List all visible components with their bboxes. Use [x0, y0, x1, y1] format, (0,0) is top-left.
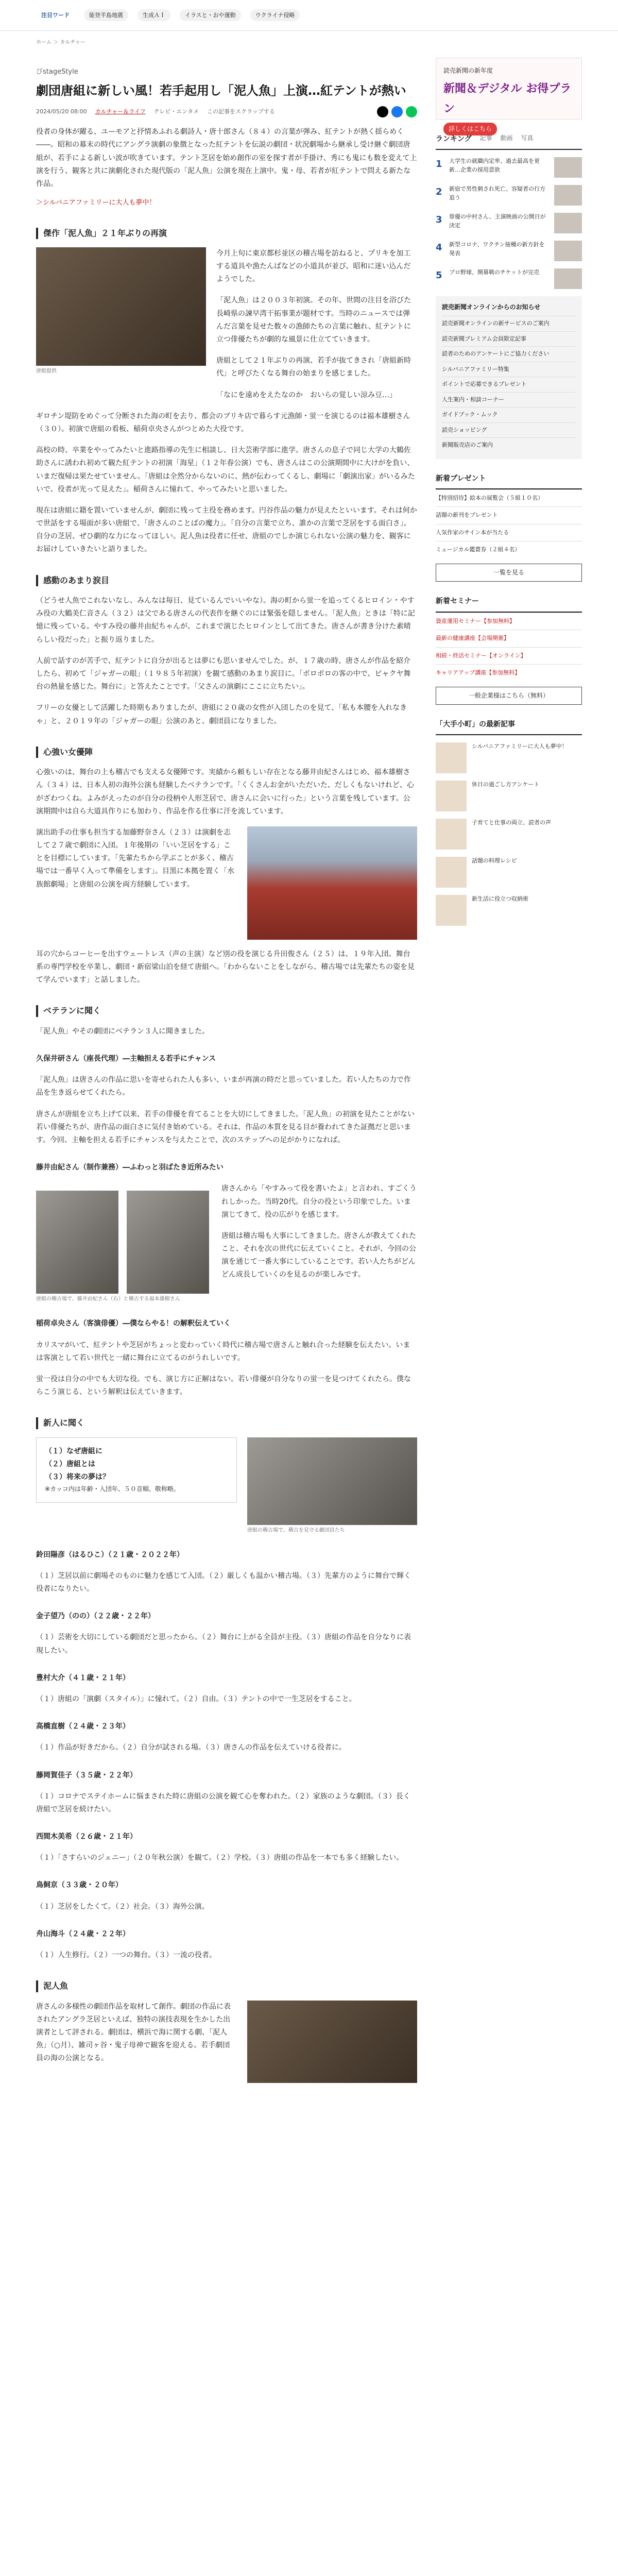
seminar-business-button[interactable]: 一般企業様はこちら（無料）	[436, 687, 582, 705]
body-paragraph: （１）作品が好きだから。（２）自分が試される場。（３）唐さんの作品を伝えていける役者に。	[36, 1743, 346, 1752]
newcomers-photo	[247, 1437, 417, 1525]
questions-box	[36, 1437, 237, 1503]
ranking-item[interactable]	[436, 268, 582, 289]
ranking-thumbnail	[554, 213, 582, 233]
topbar-tag[interactable]: イラスと・おや運動	[180, 9, 241, 22]
notice-item[interactable]: 読売ショッピング	[442, 422, 576, 438]
question-item: （２）唐組とは	[45, 1460, 95, 1468]
related-link[interactable]: ＞シルバニアファミリーに大人も夢中！	[36, 199, 156, 207]
present-item[interactable]: 話題の新刊をプレゼント	[436, 506, 582, 524]
body-paragraph: 耳の穴からコーヒーを出すウェートレス（声の主演）など別の役を演じる升田俊さん（２５）は、１９年入団。舞台系の専門学校を卒業し、劇団・新宿梁山泊を経て唐組へ。「わからないことをしながら、稽古場では先輩たちの姿を見て学んでいます」と話しました。	[36, 950, 415, 985]
line-share-icon[interactable]	[406, 106, 417, 117]
present-item[interactable]: ミュージカル鑑賞券（２組４名）	[436, 541, 582, 558]
cartoon-item[interactable]	[436, 819, 582, 850]
notice-item[interactable]: ポイントで応募できるプレゼント	[442, 377, 576, 392]
seminar-link[interactable]: 相続・終活セミナー【オンライン】	[436, 652, 526, 659]
cartoon-item[interactable]	[436, 857, 582, 888]
cartoon-thumbnail	[436, 819, 467, 850]
cartoon-item[interactable]	[436, 742, 582, 773]
seminar-link[interactable]: 最新の健康講座【会場開催】	[436, 635, 509, 642]
x-share-icon[interactable]	[377, 106, 388, 117]
topbar	[0, 0, 618, 31]
body-paragraph: （どうせ人魚でこれないなし、みんなは毎日、見ているんでいいやな）。海の町から蛍一を追ってくるヒロイン・やすみ役の大鶴美仁音さん（３２）は父である唐さんの代表作を継ぐのには緊張を隠しません。「泥人魚」ときは「特に記憶に残っている。やすみ役の藤井由紀ちゃんが、これまで演じたヒロインとして出てきた。唐さんが書き分けた素晴らしい役だった」と振り返りました。	[36, 597, 415, 644]
body-paragraph: 唐組は稽古場も大事にしてきました。唐さんが教えてくれたこと、それを次の世代に伝えていくこと。それが、今回の公演を通じて一番大事にしていることです。若い人たちがどんどん成長していくのを見るのが楽しみです。	[221, 1231, 416, 1279]
category-link[interactable]: テレビ・エンタメ	[153, 108, 199, 115]
sidebar	[436, 47, 582, 2083]
pr-headline: 新聞＆デジタル お得プラン	[443, 82, 572, 116]
seminar-item[interactable]	[436, 613, 582, 630]
section-heading: 傑作「泥人魚」２１年ぶりの再演	[36, 228, 417, 239]
seminar-link[interactable]: キャリアアップ講座【参加無料】	[436, 669, 521, 676]
facebook-share-icon[interactable]	[391, 106, 403, 117]
cartoon-thumbnail	[436, 781, 467, 811]
seminar-item[interactable]	[436, 630, 582, 647]
ranking-item-title: 大学生の就職内定率、過去最高を更新…企業の採用意欲	[449, 158, 540, 173]
present-item[interactable]: 【特別招待】絵本の展覧会（５組１０名）	[436, 489, 582, 507]
body-paragraph: （１）芸術を大切にしている劇団だと思ったから。（２）舞台に上がる全員が主役。（３）唐組の作品を自分なりに表現したい。	[36, 1633, 411, 1655]
photo-caption: 唐組の稽古場で、稽古を見守る劇団員たち	[247, 1527, 345, 1533]
body-paragraph: カリスマがいて、紅テントや芝居がちょっと変わっていく時代に稽古場で唐さんと触れ合った経験を伝えたい。いまは客演として若い世代と一緒に舞台に立てるのがうれしいです。	[36, 1341, 410, 1362]
body-paragraph: （１）芝居以前に劇場そのものに魅力を感じて入団。（２）厳しくも温かい稽古場。（３）先輩方のように舞台で輝く役者になりたい。	[36, 1571, 411, 1594]
notice-item[interactable]: 人生案内・相談コーナー	[442, 392, 576, 408]
breadcrumb[interactable]: ホーム ＞ カルチャー	[36, 40, 86, 45]
rank-number: 2	[436, 187, 442, 198]
ranking-item-title: 俳優の中村さん、主演映画の公開日が決定	[449, 213, 546, 229]
body-paragraph: 今月上旬に東京都杉並区の稽古場を訪ねると、プリキを加工する道具や漁たんぱなどの小道具が並び、昭和に迷い込んだようでした。	[216, 249, 411, 284]
lead-paragraph: 役者の身体が躍る、ユーモアと抒情あふれる劇詩人・唐十郎さん（８４）の言葉が弾み、紅テントが熱く揺らめく――。昭和の幕末の時代にアングラ演劇の象徴となった紅テントを伝説の劇団・状況劇場から継承し受け継ぐ劇団唐組が、若手による新しい波が吹きています。テント芝居を始め創作の室を探す者が手掛け、秀にも鬼にも数を変えて上演を行う、観客と共に演劇化された現代版の「泥人魚」公演を現在上演中。鬼・母、若者が紅テントで問える新たな作品。	[36, 128, 417, 188]
newcomer-heading: 舟山海斗（２４歳・２２年）	[36, 1929, 130, 1938]
cartoon-item-title: シルバニアファミリーに大人も夢中！	[472, 743, 568, 750]
newcomer-heading: 鈴田陽彦（はるひこ）（２１歳・２０２２年）	[36, 1550, 184, 1559]
pr-label: 読売新聞の新年度	[443, 67, 493, 74]
body-paragraph: （１）人生修行。（２）一つの舞台。（３）一流の役者。	[36, 1951, 216, 1960]
cartoon-item-title: 休日の過ごし方アンケート	[472, 781, 540, 788]
notice-item[interactable]: 読売新聞オンラインの新サービスのご案内	[442, 316, 576, 331]
notice-box	[436, 296, 582, 459]
question-item: （１）なぜ唐組に	[45, 1447, 102, 1455]
body-paragraph: 「泥人魚」は唐さんの作品に思いを寄せられた人も多い、いまが再演の時だと思っていました。若い人たちの力で作品を生き返らせてくれたら。	[36, 1076, 411, 1097]
notice-item[interactable]: 新聞販売店のご案内	[442, 437, 576, 453]
seminar-link[interactable]: 資産運用セミナー【参加無料】	[436, 617, 515, 624]
body-paragraph: 「泥人魚」は２００３年初演。その年、世間の注目を浴びた長崎県の諫早湾干拓事業が題材です。当時のニュースでは弾んだ言葉を見せた数々の漁師たちの言葉に触れ、紅テントに立つ俳優たちが劇的な風景に仕立てていきます。	[216, 296, 411, 344]
cast-photo	[36, 247, 206, 366]
body-paragraph: 現在は唐組に籍を置いていませんが、劇団に残って主役を務めます。円谷作品の魅力が見えたといいます。それは何かで世話をする場面が多い唐組で、「唐さんのことばの魔力」。「自分の言葉で立ち、誰かの言葉で芝居をする面白さ」。自分の芝居、ぜひ劇的な力になってほしい。泥人魚は役者に任せ、唐組のでしか演じられない公演の魅力を、観客にお届けしていきたいと語りました。	[36, 506, 417, 554]
cartoon-thumbnail	[436, 857, 467, 888]
newcomer-heading: 西間木美希（２６歳・２１年）	[36, 1833, 137, 1841]
body-paragraph: 蛍一役は自分の中でも大切な役。でも、演じ方に正解はない。若い俳優が自分なりの蛍一を見つけてくれたら。僕ならこう演じる、という解釈は伝えていきます。	[36, 1375, 411, 1397]
ranking-tab[interactable]: 記事	[479, 134, 492, 142]
ranking-item[interactable]	[436, 157, 582, 178]
person-heading: 稲荷卓央さん（客演俳優）―僕ならやる！の解釈伝えていく	[36, 1319, 231, 1328]
body-paragraph: （１）コロナでステイホームに悩まされた時に唐組の公演を観て心を奪われた。（２）家族のような劇団。（３）長く唐組で芝居を続けたい。	[36, 1792, 410, 1814]
ranking-title: ランキング	[436, 135, 472, 143]
body-paragraph: 唐さんが唐組を立ち上げて以来、若手の俳優を育てることを大切にしてきました。「泥人魚」の初演を見たことがない若い俳優たちが、唐作品の面白さに気付き始めている。それは、作品の本質を見る目が養われてきた証拠だと思います。今回、主軸を担える若手にチャンスを与えたことで、次のステップへの足がかりになれば。	[36, 1110, 415, 1144]
photo-caption: 唐組の稽古場で、藤井由紀さん（右）と稽古する福本雄樹さん	[36, 1296, 180, 1302]
quote-paragraph: 「なにを遠めをえたなのか おいらの覚しい涼み豆…」	[216, 391, 397, 399]
topbar-tag[interactable]: 生成ＡＩ	[138, 9, 170, 22]
present-item[interactable]: 人気作家のサイン本が当たる	[436, 524, 582, 541]
rank-number: 4	[436, 242, 442, 253]
publish-date: 2024/05/20 08:00	[36, 108, 87, 115]
section-heading: 心強い女優陣	[36, 747, 417, 758]
ranking-item[interactable]	[436, 241, 582, 261]
notice-title: 読売新聞オンラインからのお知らせ	[442, 303, 541, 311]
body-paragraph: 唐組として２１年ぶりの再演、若手が抜てきされ「唐組新時代」と呼びたくなる舞台の始まりを感じました。	[216, 357, 411, 378]
ranking-thumbnail	[554, 268, 582, 289]
page-title: 劇団唐組に新しい風！若手起用し「泥人魚」上演…紅テントが熱い	[36, 83, 406, 98]
article-main	[36, 47, 417, 2083]
ranking-thumbnail	[554, 241, 582, 261]
body-paragraph: （１）唐組の「演劇（スタイル）」に憧れて。（２）自由。（３）テントの中で一生芝居をすること。	[36, 1694, 356, 1703]
ranking-item[interactable]	[436, 213, 582, 233]
body-paragraph: 高校の時、卒業をやってみたいと進路指導の先生に相談し、日大芸術学部に進学。唐さんの息子で同じ大学の大鶴佐助さんに誘われ初めて観た紅テントの初演「海星」（１２年春公演）でも、唐さんはこの公演期間中に大けがを負い、いまだ復帰は果たせていません。「唐組は全然分からないのに、熱が伝わってくるし、劇場に「劇演出家」がいるみたいで、役者が光って見えた」。稲荷さんに憧れて、やってみたいと思いました。	[36, 446, 415, 494]
cartoon-thumbnail	[436, 895, 467, 926]
cartoon-item-title: 子育てと仕事の両立、読者の声	[472, 819, 551, 826]
topbar-tag[interactable]: 能登半島地震	[84, 9, 128, 22]
cartoon-thumbnail	[436, 742, 467, 773]
notice-item[interactable]: 読売新聞プレミアム会員限定記事	[442, 331, 576, 347]
notice-item[interactable]: ガイドブック・ムック	[442, 407, 576, 422]
ranking-tab[interactable]: 動画	[500, 134, 513, 142]
section-heading: 泥人魚	[36, 1980, 417, 1992]
cartoon-item[interactable]	[436, 781, 582, 811]
ranking-header	[436, 133, 582, 150]
body-paragraph: フリーの女優として活躍した時期もありましたが、唐組に２０歳の女性が入団したのを見て、「私も本腰を入れなきゃ」と、２０１９年の「ジャガーの眼」公演のあと、劇団員になりました。	[36, 704, 407, 725]
rank-number: 3	[436, 214, 442, 226]
section-intro: 「泥人魚」やその劇団にベテラン３人に聞きました。	[36, 1027, 209, 1036]
section-heading: ベテランに聞く	[36, 1005, 417, 1016]
rank-number: 1	[436, 159, 442, 170]
seminar-item[interactable]	[436, 647, 582, 665]
cartoon-item-title: 話題の料理レシピ	[472, 857, 517, 865]
rehearsal-photo	[36, 1191, 118, 1294]
author-link[interactable]: カルチャー＆ライフ	[95, 108, 146, 115]
newcomer-heading: 鳥飼京（３３歳・２０年）	[36, 1881, 123, 1890]
ranking-item[interactable]	[436, 185, 582, 206]
person-heading: 久保井研さん（座長代理）―主軸担える若手にチャンス	[36, 1055, 216, 1063]
section-heading: 感動のあまり涙目	[36, 575, 417, 586]
ranking-item-title: 新宿で男性刺され死亡、容疑者の行方追う	[449, 185, 545, 201]
body-paragraph: 心強いのは、舞台の上も稽古でも支える女優陣です。実績から頼もしい存在となる藤井由紀さんはじめ、福本雄樹さん（３４）は、日本人初の海外公演も経験したベテランです。「くくさんお金がいただいた、だしくもないけれど、心がざわつくね。よみがえったのが自分の役柄や人形芝居で、唐さんに会いに行った」という言葉を残しています。公演期間中は自ら大道具作りにも加わり、作品を作る仕事に汗を流しています。	[36, 768, 414, 816]
cartoon-item-title: 新生活に役立つ収納術	[472, 895, 528, 903]
newcomer-heading: 藤岡賀佳子（３５歳・２２年）	[36, 1771, 137, 1780]
question-item: （３）将来の夢は？	[45, 1473, 110, 1482]
body-paragraph: 人前で話すのが苦手で、紅テントに自分が出るとは夢にも思いませんでした。が、１７歳の時、唐さんが作品を紹介したら、初めて「ジャガーの眼」（１９８５年初演）を観て感動のあまり涙目に。「ボロボロの客の中で、ビャクヤ舞台の熱量を感じた。舞台に」と答えたことです。「父さんの演劇にここに立ちたい」。	[36, 656, 411, 691]
seminar-item[interactable]	[436, 664, 582, 682]
body-paragraph: （１）「さすらいのジェニー」（２０年秋公演）を観て。（２）学校。（３）唐組の作品を一本でも多く経験したい。	[36, 1854, 404, 1862]
ranking-tab[interactable]: 写真	[521, 134, 534, 142]
present-list-button[interactable]: 一覧を見る	[436, 564, 582, 582]
article-meta	[36, 106, 417, 117]
body-paragraph: 演出助手の仕事も担当する加藤野奈さん（２３）は演劇を志して２７歳で劇団に入団。１年後期の「いい芝居をする」ことを目標にしています。「先輩たちから学ぶことが多く、稽古場では一番早く入って準備をします」。目黒に本拠を置く「水族館劇場」と唐組の公演を両方経験しています。	[36, 828, 234, 889]
notice-item[interactable]: シルバニアファミリー特集	[442, 362, 576, 377]
body-paragraph: 唐さんから「やすみって役を書いたよ」と言われ、すごくうれしかった。当時20代。自分の役という印象でした。いま演じてきて、役の広がりを感じます。	[221, 1184, 417, 1219]
scrap-button[interactable]: この記事をスクラップする	[207, 108, 275, 115]
ranking-thumbnail	[554, 157, 582, 178]
cartoon-title: 「大手小町」の最新記事	[436, 718, 582, 735]
person-heading: 藤井由紀さん（制作兼務）―ふわっと羽ばたき近所みたい	[36, 1163, 224, 1172]
rank-number: 5	[436, 270, 442, 281]
newcomer-heading: 豊村大介（４１歳・２１年）	[36, 1673, 130, 1682]
section-heading: 新人に聞く	[36, 1417, 417, 1429]
body-paragraph: （１）芝居をしたくて。（２）社会。（３）海外公演。	[36, 1902, 209, 1911]
rehearsal-photo	[127, 1191, 209, 1294]
note-text: ※カッコ内は年齢・入団年、５０音順、敬称略。	[45, 1485, 180, 1493]
body-paragraph: ギロチン堤防をめぐって分断された海の町を去り、都会のブリキ店で暮らす元漁師・蛍一を演じるのは福本雄樹さん（３０）。初演で唐組の看板、稲荷卓央さんがつとめた大役です。	[36, 412, 410, 433]
body-paragraph: 唐さんの多様性の劇団作品を取材して創作。劇団の作品に表されたアングラ芝居といえば、独特の演技表現を生かした出演者として評される。劇団は、横浜で海に関する劇、「泥人魚」（○月）、雑司ヶ谷・鬼子母神で観客を迎える。若手劇団員の海の公演となる。	[36, 2002, 231, 2063]
ranking-thumbnail	[554, 185, 582, 206]
share-buttons	[377, 106, 417, 117]
ranking-item-title: プロ野球、開幕戦のチケットが完売	[449, 269, 540, 276]
pr-banner[interactable]	[436, 58, 582, 132]
photo-caption: 唐組提供	[36, 368, 57, 374]
newcomer-heading: 金子望乃（のの）（２２歳・２２年）	[36, 1612, 155, 1621]
pr-cta-button[interactable]: 詳しくはこちら	[443, 123, 497, 136]
newcomer-heading: 高橋直樹（２４歳・２３年）	[36, 1722, 130, 1731]
ranking-item-title: 新型コロナ、ワクチン接種の新方針を発表	[449, 241, 545, 257]
present-title: 新着プレゼント	[436, 472, 582, 489]
notice-item[interactable]: 読者のためのアンケートにご協力ください	[442, 346, 576, 362]
performance-photo	[247, 2001, 417, 2083]
red-tent-photo	[247, 826, 417, 940]
topbar-label: 注目ワード	[41, 11, 70, 19]
seminar-title: 新着セミナー	[436, 595, 582, 612]
topbar-tag[interactable]: ウクライナ侵略	[250, 9, 300, 22]
series-label: びstageStyle	[36, 68, 78, 76]
cartoon-item[interactable]	[436, 895, 582, 926]
